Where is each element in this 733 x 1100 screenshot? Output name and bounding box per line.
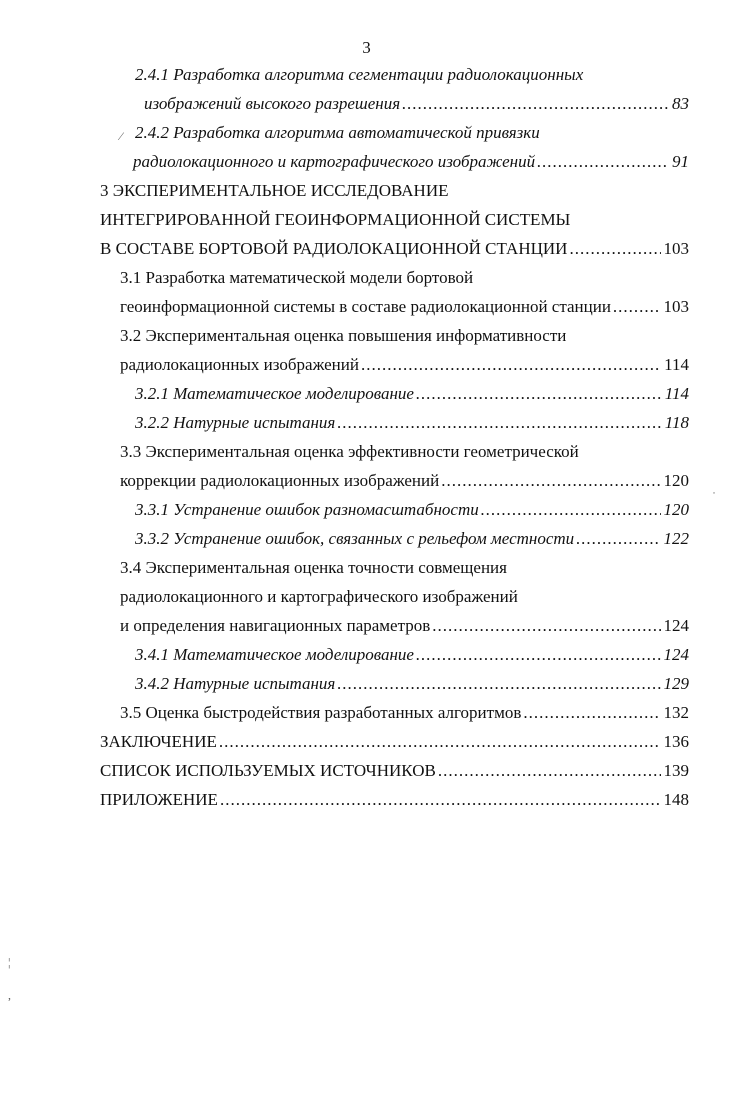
toc-entry-3-2-line-2[interactable]: радиолокационных изображений ..... 114 bbox=[120, 353, 689, 377]
dot-leader bbox=[361, 353, 661, 377]
page-ref: 118 bbox=[664, 413, 689, 432]
dot-leader bbox=[220, 788, 661, 812]
page-ref: 83 bbox=[672, 94, 689, 113]
dot-leader bbox=[416, 643, 661, 667]
page-ref: 148 bbox=[663, 790, 689, 809]
dot-leader bbox=[416, 382, 662, 406]
toc-entry-3-3-1[interactable]: 3.3.1 Устранение ошибок разномасштабности ..... 120 bbox=[135, 498, 689, 522]
page-ref: 103 bbox=[663, 239, 689, 258]
toc-entry-3-4-line-3[interactable]: и определения навигационных параметров ..... 124 bbox=[120, 614, 689, 638]
page-ref: 124 bbox=[663, 645, 689, 664]
dot-leader bbox=[219, 730, 661, 754]
page-ref: 136 bbox=[663, 732, 689, 751]
dot-leader bbox=[441, 469, 660, 493]
scan-mark-icon: , bbox=[8, 988, 11, 1002]
toc-entry-3-5[interactable]: 3.5 Оценка быстродействия разработанных алгоритмов ..... 132 bbox=[120, 701, 689, 725]
dot-leader bbox=[337, 411, 661, 435]
dot-leader bbox=[402, 92, 669, 116]
toc-entry-3-4-line-2: радиолокационного и картографического изображений bbox=[120, 587, 518, 606]
page-ref: 129 bbox=[663, 674, 689, 693]
toc-entry-3-2-2[interactable]: 3.2.2 Натурные испытания ..... 118 bbox=[135, 411, 689, 435]
page-ref: 132 bbox=[663, 703, 689, 722]
dot-leader bbox=[569, 237, 660, 261]
page-ref: 103 bbox=[663, 297, 689, 316]
page-ref: 114 bbox=[664, 384, 689, 403]
toc-entry-3-1-line-2[interactable]: геоинформационной системы в составе радиолокационной станции ..... 103 bbox=[120, 295, 689, 319]
dot-leader bbox=[613, 295, 661, 319]
toc-entry-2-4-1-line-2[interactable]: изображений высокого разрешения ..... 83 bbox=[144, 92, 689, 116]
toc-entry-2-4-2-line-1: 2.4.2 Разработка алгоритма автоматической привязки bbox=[135, 123, 540, 142]
scan-mark-icon: ¦ bbox=[8, 955, 11, 969]
toc-entry-2-4-2-line-2[interactable]: радиолокационного и картографического изображений ..... 91 bbox=[133, 150, 689, 174]
toc-entry-3-1-line-1: 3.1 Разработка математической модели бортовой bbox=[120, 268, 474, 287]
toc-entry-3-line-2: ИНТЕГРИРОВАННОЙ ГЕОИНФОРМАЦИОННОЙ СИСТЕМЫ bbox=[100, 210, 571, 229]
toc-entry-2-4-1-line-1: 2.4.1 Разработка алгоритма сегментации радиолокационных bbox=[135, 65, 584, 84]
toc-entry-3-4-line-1: 3.4 Экспериментальная оценка точности совмещения bbox=[120, 558, 507, 577]
page-ref: 91 bbox=[672, 152, 689, 171]
page-number: 3 bbox=[362, 38, 371, 57]
toc-entry-3-3-line-1: 3.3 Экспериментальная оценка эффективности геометрической bbox=[120, 442, 579, 461]
page-ref: 122 bbox=[663, 529, 689, 548]
dot-leader bbox=[576, 527, 660, 551]
toc-entry-3-3-2[interactable]: 3.3.2 Устранение ошибок, связанных с рельефом местности ..... 122 bbox=[135, 527, 689, 551]
toc-entry-conclusion[interactable]: ЗАКЛЮЧЕНИЕ ..... 136 bbox=[100, 730, 689, 754]
toc-entry-3-2-1[interactable]: 3.2.1 Математическое моделирование ..... 114 bbox=[135, 382, 689, 406]
toc-entry-3-2-line-1: 3.2 Экспериментальная оценка повышения информативности bbox=[120, 326, 567, 345]
dot-leader bbox=[537, 150, 669, 174]
page-ref: 124 bbox=[663, 616, 689, 635]
page-ref: 114 bbox=[664, 355, 689, 374]
dot-leader bbox=[438, 759, 661, 783]
toc-entry-3-3-line-2[interactable]: коррекции радиолокационных изображений ..... 120 bbox=[120, 469, 689, 493]
toc-entry-appendix[interactable]: ПРИЛОЖЕНИЕ ..... 148 bbox=[100, 788, 689, 812]
dot-leader bbox=[432, 614, 660, 638]
toc-entry-3-line-3[interactable]: В СОСТАВЕ БОРТОВОЙ РАДИОЛОКАЦИОННОЙ СТАНЦИИ ..... 103 bbox=[100, 237, 689, 261]
page-ref: 120 bbox=[663, 500, 689, 519]
toc-entry-3-4-1[interactable]: 3.4.1 Математическое моделирование ..... 124 bbox=[135, 643, 689, 667]
scan-mark-icon: ⁄ bbox=[120, 129, 123, 143]
dot-leader bbox=[523, 701, 660, 725]
toc-entry-3-line-1: 3 ЭКСПЕРИМЕНТАЛЬНОЕ ИССЛЕДОВАНИЕ bbox=[100, 181, 449, 200]
toc-entry-sources[interactable]: СПИСОК ИСПОЛЬЗУЕМЫХ ИСТОЧНИКОВ ..... 139 bbox=[100, 759, 689, 783]
page-ref: 120 bbox=[663, 471, 689, 490]
page-ref: 139 bbox=[663, 761, 689, 780]
dot-leader bbox=[481, 498, 661, 522]
toc-entry-3-4-2[interactable]: 3.4.2 Натурные испытания ..... 129 bbox=[135, 672, 689, 696]
dot-leader bbox=[337, 672, 660, 696]
scan-mark-icon: ˙ bbox=[712, 489, 716, 503]
